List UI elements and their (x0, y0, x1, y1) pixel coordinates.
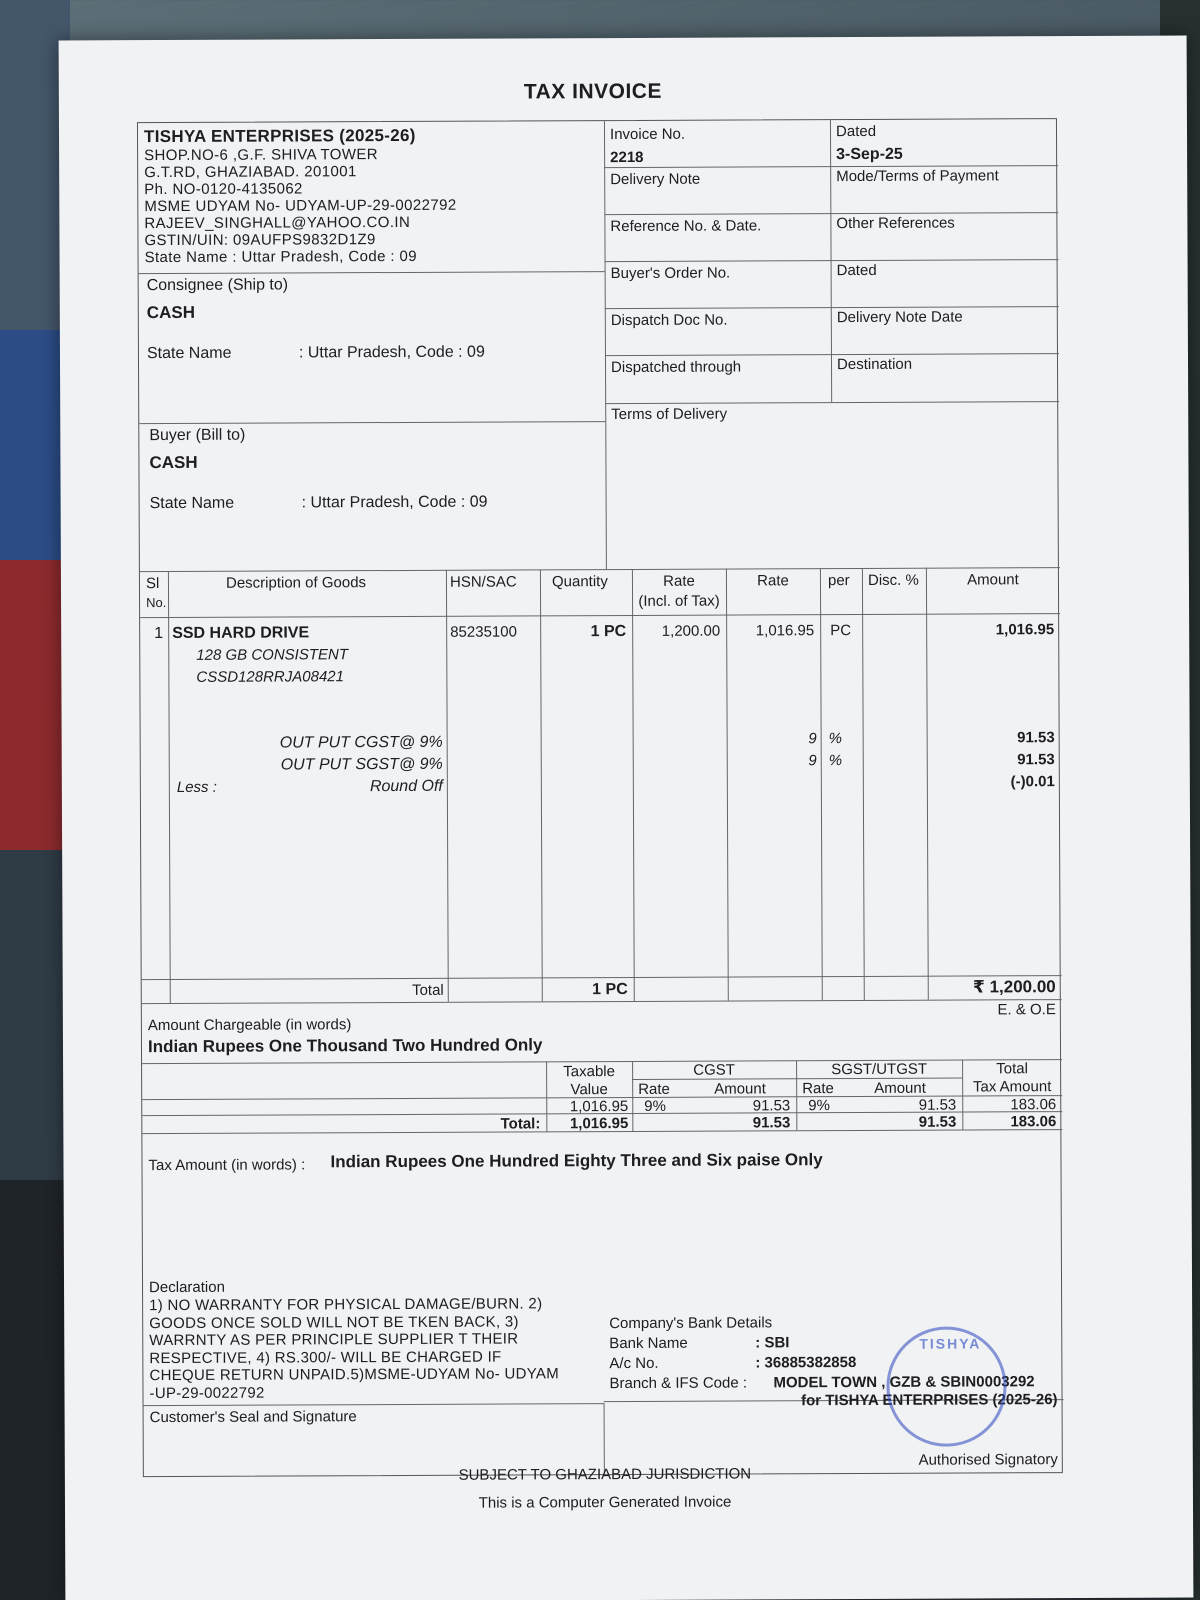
tax-row-cgst-rate: 9% (644, 1097, 666, 1115)
declaration-label: Declaration (149, 1278, 225, 1297)
declaration-line: RESPECTIVE, 4) RS.300/- WILL BE CHARGED IF (149, 1348, 502, 1367)
col-per: per (827, 572, 850, 590)
seller-email: RAJEEV_SINGHALL@YAHOO.CO.IN (144, 213, 411, 233)
declaration-line: -UP-29-0022792 (149, 1384, 265, 1402)
tax-total-label: Total: (500, 1115, 541, 1133)
for-company-label: for TISHYA ENTERPRISES (2025-26) (801, 1391, 1058, 1410)
tax-total-amount: 183.06 (1010, 1113, 1057, 1131)
authorised-signatory-label: Authorised Signatory (918, 1451, 1058, 1469)
col-quantity: Quantity (551, 573, 608, 591)
item-per: PC (830, 622, 852, 640)
tax-row-sgst-amount: 91.53 (918, 1096, 957, 1114)
cgst-header: CGST (693, 1061, 735, 1079)
tax-words-label: Tax Amount (in words) : (148, 1156, 306, 1175)
buyer-label: Buyer (Bill to) (149, 426, 246, 445)
total-amount: ₹ 1,200.00 (972, 977, 1056, 997)
cgst-rate: 9 (808, 730, 817, 748)
background-strip (0, 1180, 70, 1600)
cgst-rate-header: Rate (638, 1080, 670, 1098)
computer-generated-text: This is a Computer Generated Invoice (478, 1493, 732, 1512)
mode-terms-label: Mode/Terms of Payment (836, 167, 999, 186)
seller-state: State Name : Uttar Pradesh, Code : 09 (144, 247, 418, 267)
total-tax-header: Total (996, 1060, 1028, 1078)
declaration-line: CHEQUE RETURN UNPAID.5)MSME-UDYAM No- UDYAM (149, 1365, 560, 1385)
buyers-order-label: Buyer's Order No. (610, 264, 731, 283)
eoe-label: E. & O.E (997, 1001, 1056, 1019)
bank-name-label: Bank Name (609, 1334, 688, 1353)
total-label: Total (412, 981, 444, 999)
declaration-line: GOODS ONCE SOLD WILL NOT BE TKEN BACK, 3) (149, 1312, 519, 1332)
sgst-amount: 91.53 (1017, 751, 1055, 769)
dated2-label: Dated (836, 261, 877, 280)
branch-ifs-label: Branch & IFS Code : (609, 1374, 748, 1393)
branch-ifs-value: MODEL TOWN , GZB & SBIN0003292 (773, 1373, 1035, 1392)
consignee-name: CASH (146, 302, 195, 323)
invoice-title: TAX INVOICE (523, 79, 663, 104)
background-strip (0, 560, 70, 850)
buyer-state-value: : Uttar Pradesh, Code : 09 (301, 493, 488, 512)
value-label: Value (570, 1081, 608, 1099)
col-hsn: HSN/SAC (449, 573, 517, 591)
seller-gstin: GSTIN/UIN: 09AUFPS9832D1Z9 (144, 231, 376, 250)
seller-msme: MSME UDYAM No- UDYAM-UP-29-0022792 (144, 196, 457, 216)
item-qty: 1 PC (590, 622, 627, 641)
cgst-pct: % (828, 730, 843, 748)
taxable-label: Taxable (563, 1063, 615, 1081)
sgst-rate-header: Rate (802, 1080, 834, 1098)
cgst-amount-header: Amount (714, 1080, 766, 1098)
destination-label: Destination (836, 355, 913, 374)
total-qty: 1 PC (592, 980, 628, 999)
seller-phone: Ph. NO-0120-4135062 (144, 180, 303, 199)
item-amount: 1,016.95 (995, 621, 1055, 639)
other-references-label: Other References (836, 214, 955, 233)
invoice-no: 2218 (610, 148, 644, 167)
sgst-label: OUT PUT SGST@ 9% (280, 755, 443, 774)
sgst-pct: % (828, 752, 843, 770)
col-rate-incl: Rate (663, 572, 695, 590)
buyer-state-label: State Name (149, 494, 235, 513)
amount-words-label: Amount Chargeable (in words) (147, 1016, 352, 1035)
tax-total-cgst: 91.53 (752, 1114, 791, 1132)
tax-total-taxable: 1,016.95 (569, 1114, 629, 1133)
account-no-label: A/c No. (609, 1354, 659, 1373)
delivery-note-label: Delivery Note (610, 170, 701, 189)
round-off-label: Round Off (369, 777, 443, 796)
customer-seal-label: Customer's Seal and Signature (149, 1408, 357, 1427)
item-rate: 1,016.95 (755, 622, 815, 640)
tax-row-sgst-rate: 9% (808, 1097, 830, 1115)
seller-name: TISHYA ENTERPRISES (2025-26) (143, 125, 416, 147)
buyer-name: CASH (149, 452, 198, 473)
col-rate-incl-sub: (Incl. of Tax) (638, 592, 720, 610)
bank-details-label: Company's Bank Details (609, 1314, 773, 1333)
declaration-line: 1) NO WARRANTY FOR PHYSICAL DAMAGE/BURN. 2) (149, 1295, 543, 1315)
dated-label: Dated (835, 122, 877, 141)
bank-name-value: : SBI (755, 1334, 790, 1352)
tax-row-taxable: 1,016.95 (569, 1097, 629, 1116)
stamp-text: TISHYA (919, 1335, 982, 1352)
tax-words-value: Indian Rupees One Hundred Eighty Three and Six paise Only (330, 1150, 823, 1172)
tax-row-total: 183.06 (1010, 1096, 1057, 1114)
tax-amount-header: Tax Amount (972, 1078, 1052, 1096)
col-no: No. (146, 595, 167, 611)
round-off-amount: (-)0.01 (1010, 773, 1055, 791)
item-desc-2: CSSD128RRJA08421 (196, 668, 345, 686)
col-rate: Rate (757, 572, 789, 590)
dated-value: 3-Sep-25 (836, 145, 903, 164)
delivery-note-date-label: Delivery Note Date (836, 308, 963, 327)
col-sl: Sl (145, 575, 160, 593)
reference-label: Reference No. & Date. (610, 217, 762, 236)
col-amount: Amount (967, 571, 1019, 589)
amount-words-value: Indian Rupees One Thousand Two Hundred Only (147, 1035, 543, 1057)
sgst-rate: 9 (808, 752, 817, 770)
company-stamp (886, 1326, 1007, 1447)
item-sl: 1 (154, 625, 164, 643)
col-disc: Disc. % (867, 571, 919, 589)
tax-row-cgst-amount: 91.53 (752, 1097, 791, 1115)
item-name: SSD HARD DRIVE (172, 624, 310, 642)
background-strip (0, 850, 70, 1180)
item-rate-incl: 1,200.00 (661, 622, 721, 640)
sgst-header: SGST/UTGST (831, 1060, 928, 1079)
dispatched-through-label: Dispatched through (610, 358, 742, 377)
cgst-label: OUT PUT CGST@ 9% (279, 733, 443, 752)
consignee-label: Consignee (Ship to) (146, 276, 289, 295)
less-label: Less : (176, 778, 217, 796)
cgst-amount: 91.53 (1017, 729, 1055, 747)
item-desc-1: 128 GB CONSISTENT (196, 646, 349, 664)
terms-delivery-label: Terms of Delivery (611, 405, 728, 424)
col-description: Description of Goods (225, 574, 367, 592)
seller-address-line: SHOP.NO-6 ,G.F. SHIVA TOWER (144, 146, 379, 165)
declaration-text (149, 1295, 559, 1402)
consignee-state-label: State Name (146, 344, 232, 363)
seller-block (144, 126, 457, 266)
invoice-paper (59, 36, 1194, 1600)
account-no-value: : 36885382858 (755, 1354, 857, 1372)
tax-total-sgst: 91.53 (918, 1113, 957, 1131)
declaration-line: WARRNTY AS PER PRINCIPLE SUPPLIER T THEIR (149, 1330, 519, 1350)
item-hsn: 85235100 (450, 623, 517, 641)
sgst-amount-header: Amount (874, 1079, 926, 1097)
consignee-state-value: : Uttar Pradesh, Code : 09 (298, 343, 485, 362)
invoice-frame (137, 118, 1063, 1477)
invoice-no-label: Invoice No. (609, 125, 686, 144)
dispatch-doc-label: Dispatch Doc No. (610, 311, 728, 330)
jurisdiction-text: SUBJECT TO GHAZIABAD JURISDICTION (458, 1465, 752, 1484)
seller-address-line: G.T.RD, GHAZIABAD. 201001 (144, 163, 357, 182)
